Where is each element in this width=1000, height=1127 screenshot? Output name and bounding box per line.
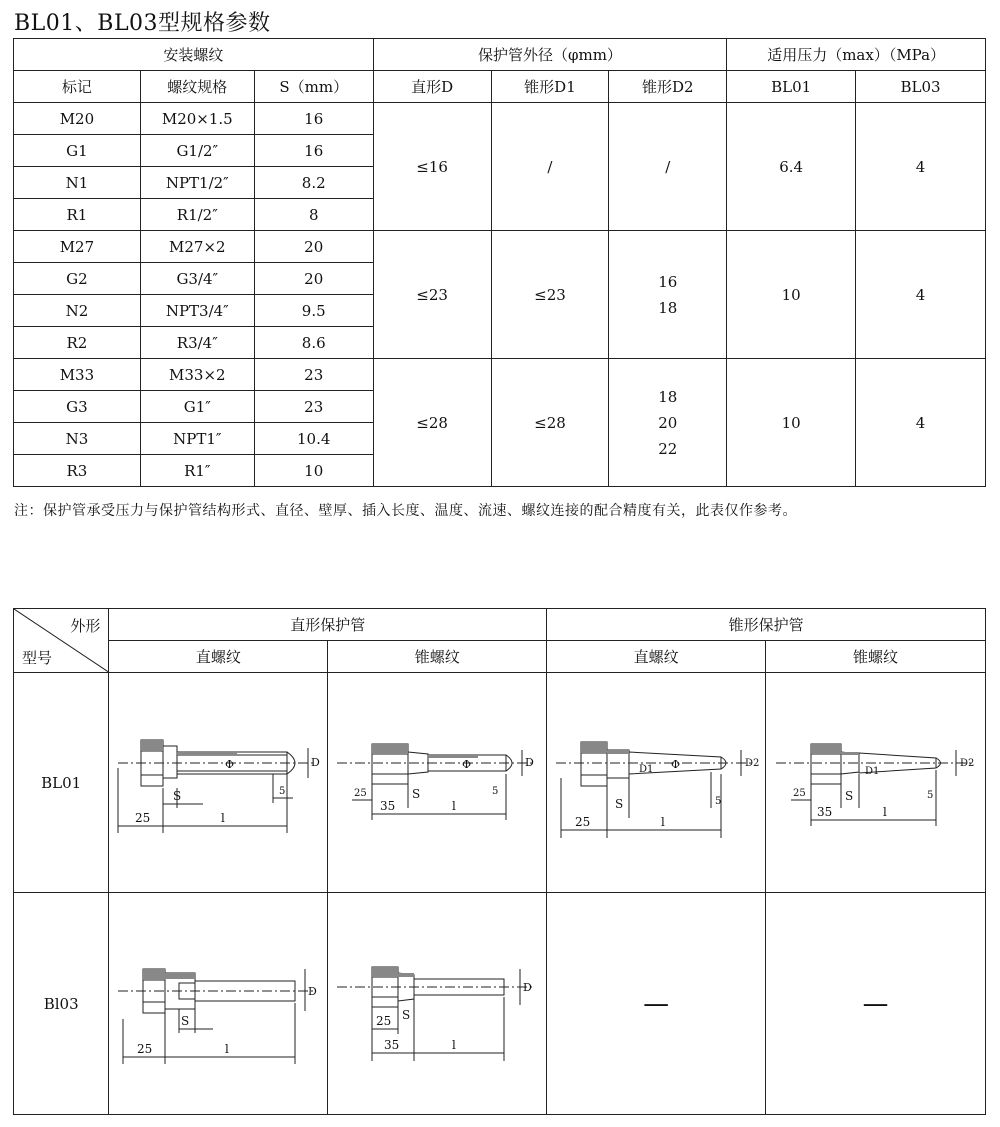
d2-value: 22: [658, 439, 678, 458]
dim-d: D: [311, 755, 321, 769]
cell-bl01: 10: [727, 231, 856, 359]
cell-d2: [609, 231, 727, 359]
taper-tube-straight-thread-drawing: [551, 708, 761, 858]
row-model: Bl03: [14, 893, 109, 1115]
cell-thread: R1″: [140, 455, 254, 487]
dim-l: l: [452, 798, 457, 813]
empty-cell: [547, 893, 766, 1115]
empty-mark: —: [862, 988, 889, 1019]
dim-25: 25: [376, 1013, 392, 1028]
cell-d1: ≤28: [491, 359, 609, 487]
dim-s: S: [412, 786, 421, 801]
cell-mark: M33: [14, 359, 141, 391]
cell-thread: G3/4″: [140, 263, 254, 295]
spec-group-header: 适用压力（max）（MPa）: [727, 39, 986, 71]
cell-mark: M27: [14, 231, 141, 263]
corner-bottom-label: 型号: [22, 649, 53, 667]
cell-mark: G3: [14, 391, 141, 423]
empty-mark: —: [643, 988, 670, 1019]
dim-25: 25: [354, 787, 367, 799]
d2-value: 16: [658, 272, 678, 291]
cell-mark: R3: [14, 455, 141, 487]
cell-s: 10.4: [254, 423, 373, 455]
dim-d: D: [308, 984, 318, 998]
dim-d2: D2: [745, 757, 760, 769]
cell-bl03: 4: [856, 359, 986, 487]
dim-25: 25: [135, 810, 151, 825]
cell-thread: R1/2″: [140, 199, 254, 231]
drawing-group-header: 直形保护管: [109, 609, 547, 641]
d2-value: 20: [658, 413, 678, 432]
dim-s: S: [844, 788, 853, 803]
drawing-sub-header: 锥螺纹: [766, 641, 986, 673]
dim-35: 35: [816, 804, 832, 819]
spec-col-header: BL03: [856, 71, 986, 103]
spec-col-header: 锥形D2: [609, 71, 727, 103]
d2-value: /: [665, 157, 671, 176]
spec-group-header: 安装螺纹: [14, 39, 374, 71]
dim-5: 5: [492, 785, 499, 797]
dim-d: D: [525, 755, 535, 769]
drawing-cell: [766, 673, 986, 893]
dim-s: S: [402, 1007, 411, 1022]
dim-d2: D2: [959, 757, 974, 769]
cell-mark: G2: [14, 263, 141, 295]
drawing-cell: [109, 673, 328, 893]
cell-d2: [609, 359, 727, 487]
spec-col-header: 直形D: [373, 71, 491, 103]
d2-value: 18: [658, 298, 678, 317]
drawing-row-bl01: [14, 673, 986, 893]
dim-s: S: [181, 1013, 190, 1028]
drawing-cell: [109, 893, 328, 1115]
spec-col-header: 螺纹规格: [140, 71, 254, 103]
cell-mark: N1: [14, 167, 141, 199]
drawing-cell: [547, 673, 766, 893]
dim-l: l: [882, 804, 887, 819]
spec-sub-header-row: [14, 71, 986, 103]
dim-l: l: [221, 810, 226, 825]
cell-bl03: 4: [856, 231, 986, 359]
cell-s: 16: [254, 135, 373, 167]
straight-tube-taper-thread-drawing: [332, 708, 542, 858]
dim-l: l: [452, 1037, 457, 1052]
dim-l: l: [225, 1041, 230, 1056]
cell-s: 23: [254, 359, 373, 391]
cell-mark: N2: [14, 295, 141, 327]
drawing-group-header: 锥形保护管: [547, 609, 986, 641]
straight-tube-straight-thread-drawing: [113, 708, 323, 858]
dim-s: S: [615, 796, 624, 811]
dim-5: 5: [926, 789, 933, 801]
spec-col-header: 锥形D1: [491, 71, 609, 103]
cell-d2: [609, 103, 727, 231]
cell-s: 23: [254, 391, 373, 423]
spec-table: [13, 38, 986, 487]
spec-col-header: 标记: [14, 71, 141, 103]
dim-phi: Φ: [462, 757, 472, 771]
cell-s: 20: [254, 231, 373, 263]
cell-bl01: 6.4: [727, 103, 856, 231]
table-row: [14, 103, 986, 135]
dim-25: 25: [575, 814, 591, 829]
cell-mark: N3: [14, 423, 141, 455]
cell-bl01: 10: [727, 359, 856, 487]
page-title: BL01、BL03型规格参数: [14, 11, 271, 36]
cell-thread: G1/2″: [140, 135, 254, 167]
corner-header: [14, 609, 109, 673]
dim-l: l: [661, 814, 665, 829]
taper-tube-taper-thread-drawing: [771, 708, 981, 858]
cell-mark: R1: [14, 199, 141, 231]
bl03-straight-thread-drawing: [113, 929, 323, 1079]
drawing-row-bl03: [14, 893, 986, 1115]
drawing-sub-header: 直螺纹: [547, 641, 766, 673]
cell-thread: M20×1.5: [140, 103, 254, 135]
row-model: BL01: [14, 673, 109, 893]
cell-d: ≤16: [373, 103, 491, 231]
cell-s: 10: [254, 455, 373, 487]
cell-thread: M27×2: [140, 231, 254, 263]
dim-d1: D1: [864, 765, 879, 777]
dim-25: 25: [137, 1041, 153, 1056]
table-row: [14, 231, 986, 263]
empty-cell: [766, 893, 986, 1115]
cell-s: 20: [254, 263, 373, 295]
cell-mark: M20: [14, 103, 141, 135]
dim-35: 35: [384, 1037, 400, 1052]
spec-group-header: 保护管外径（φmm）: [373, 39, 727, 71]
spec-col-header: BL01: [727, 71, 856, 103]
cell-d: ≤23: [373, 231, 491, 359]
d2-value: 18: [658, 387, 678, 406]
cell-d: ≤28: [373, 359, 491, 487]
dim-s: S: [173, 788, 182, 803]
spec-group-header-row: [14, 39, 986, 71]
cell-mark: G1: [14, 135, 141, 167]
table-row: [14, 359, 986, 391]
cell-d1: ≤23: [491, 231, 609, 359]
dim-25: 25: [792, 787, 806, 799]
drawing-header-row: [14, 609, 986, 641]
dim-d: D: [523, 980, 533, 994]
drawing-sub-header: 直螺纹: [109, 641, 328, 673]
dim-35: 35: [380, 798, 396, 813]
spec-col-header: S（mm）: [254, 71, 373, 103]
dim-5: 5: [715, 795, 722, 807]
cell-thread: NPT3/4″: [140, 295, 254, 327]
cell-thread: M33×2: [140, 359, 254, 391]
cell-bl03: 4: [856, 103, 986, 231]
corner-top-label: 外形: [70, 617, 101, 635]
cell-thread: G1″: [140, 391, 254, 423]
cell-s: 9.5: [254, 295, 373, 327]
cell-s: 8: [254, 199, 373, 231]
footnote: 注：保护管承受压力与保护管结构形式、直径、壁厚、插入长度、温度、流速、螺纹连接的配合精度有关，此表仅作参考。: [14, 503, 797, 519]
cell-mark: R2: [14, 327, 141, 359]
dim-d1: D1: [639, 763, 654, 775]
drawing-cell: [328, 893, 547, 1115]
dim-phi: Φ: [225, 757, 235, 771]
cell-s: 8.2: [254, 167, 373, 199]
cell-thread: NPT1″: [140, 423, 254, 455]
cell-s: 8.6: [254, 327, 373, 359]
drawing-cell: [328, 673, 547, 893]
dim-phi: Φ: [671, 757, 681, 771]
cell-thread: R3/4″: [140, 327, 254, 359]
drawing-table: [13, 608, 986, 1115]
dim-5: 5: [279, 785, 286, 797]
drawing-sub-header: 锥螺纹: [328, 641, 547, 673]
drawing-sub-header-row: [14, 641, 986, 673]
cell-thread: NPT1/2″: [140, 167, 254, 199]
cell-d1: /: [491, 103, 609, 231]
cell-s: 16: [254, 103, 373, 135]
bl03-taper-thread-drawing: [332, 929, 542, 1079]
